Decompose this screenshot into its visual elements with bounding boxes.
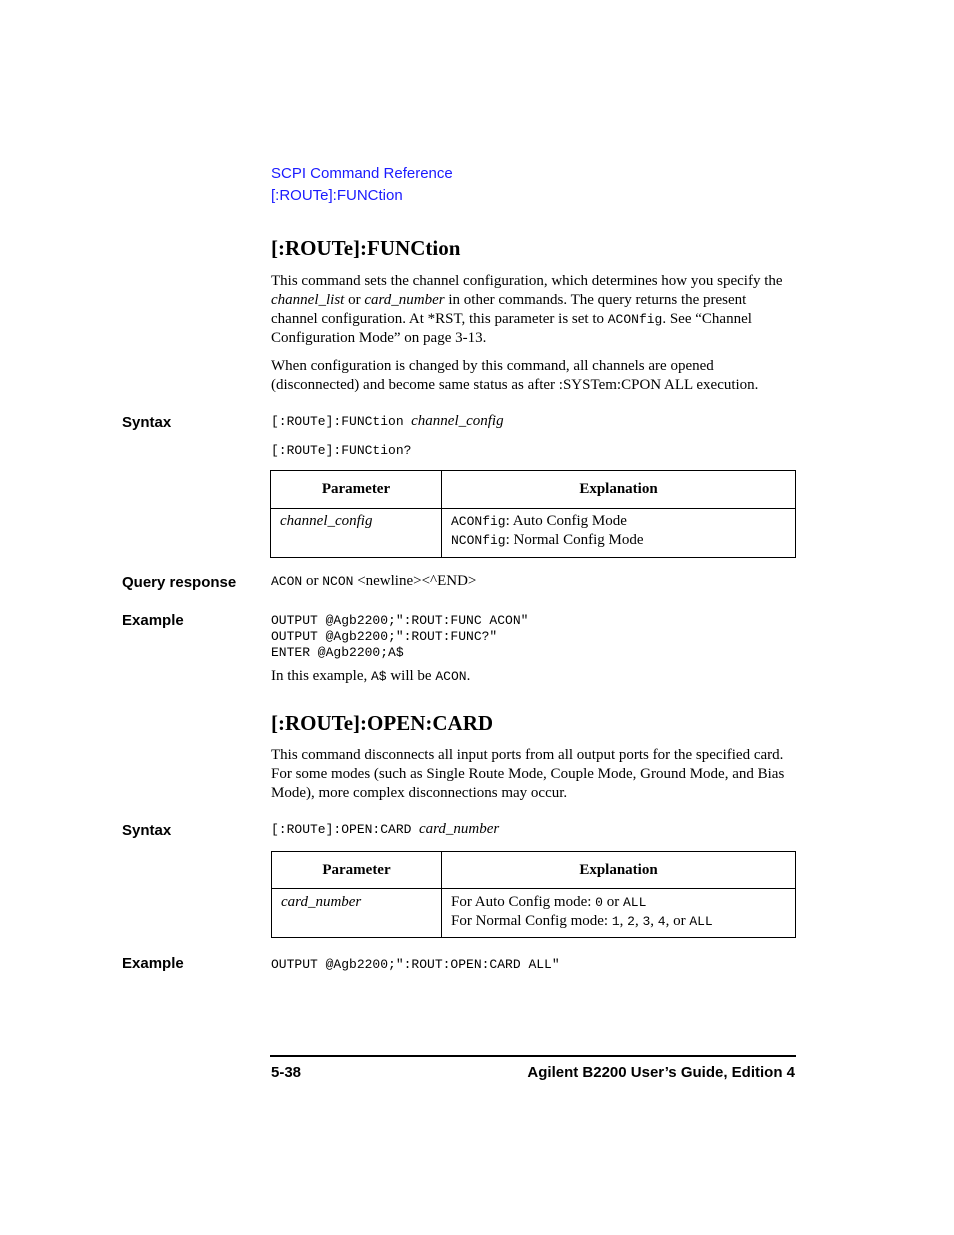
syntax-command: [:ROUTe]:OPEN:CARD bbox=[271, 822, 412, 837]
running-header-section: SCPI Command Reference bbox=[271, 165, 453, 182]
table-cell-explanation: For Auto Config mode: 0 or ALL For Normal Config mode: 1, 2, 3, 4, or ALL bbox=[442, 889, 796, 938]
example-code-line: OUTPUT @Agb2200;":ROUT:FUNC?" bbox=[271, 629, 498, 644]
inline-code-aconfig: ACONfig bbox=[607, 312, 663, 327]
footer-title: Agilent B2200 User’s Guide, Edition 4 bbox=[527, 1064, 795, 1081]
example-code-line: OUTPUT @Agb2200;":ROUT:FUNC ACON" bbox=[271, 613, 529, 628]
table-header-explanation: Explanation bbox=[442, 852, 796, 889]
syntax-query-line: [:ROUTe]:FUNCtion? bbox=[271, 443, 412, 458]
example-code bbox=[271, 613, 528, 661]
syntax-argument: channel_config bbox=[411, 413, 504, 429]
query-response-value: ACON or NCON <newline><^END> bbox=[271, 573, 477, 589]
page-number: 5-38 bbox=[271, 1064, 302, 1081]
section1-note: When configuration is changed by this command, all channels are opened (disconnected) and become same status as after :SYSTem:CPON ALL execution. bbox=[271, 358, 759, 393]
table-header-parameter: Parameter bbox=[272, 852, 442, 889]
example-code-line: OUTPUT @Agb2200;":ROUT:OPEN:CARD ALL" bbox=[271, 957, 560, 972]
table-header-explanation: Explanation bbox=[442, 471, 796, 509]
syntax-label: Syntax bbox=[122, 414, 172, 431]
section1-description: This command sets the channel configuration, which determines how you specify the channel_list or card_number in other commands. The query returns the present channel configuration. At *RST, this parameter is set to ACONfig. See “Channel Configuration Mode” on page 3-13. bbox=[271, 273, 783, 346]
section2-description: This command disconnects all input ports from all output ports for the specified card. For some modes (such as Single Route Mode, Couple Mode, Ground Mode, and Bias Mode), more complex disconnections may occur. bbox=[271, 747, 785, 801]
syntax-argument: card_number bbox=[418, 821, 500, 837]
parameter-table bbox=[271, 851, 796, 938]
inline-param-card-number: card_number bbox=[364, 292, 445, 308]
example-note: In this example, A$ will be ACON. bbox=[271, 668, 471, 684]
running-header-command: [:ROUTe]:FUNCtion bbox=[271, 187, 403, 204]
footer-rule bbox=[270, 1055, 796, 1057]
syntax-label: Syntax bbox=[122, 822, 172, 839]
syntax-line bbox=[271, 821, 499, 838]
query-response-label: Query response bbox=[122, 574, 237, 591]
table-cell-param: card_number bbox=[272, 889, 442, 938]
table-cell-explanation: ACONfig: Auto Config Mode NCONfig: Normal Config Mode bbox=[442, 509, 796, 558]
table-header-parameter: Parameter bbox=[271, 471, 442, 509]
example-label: Example bbox=[122, 955, 184, 972]
example-code-line: ENTER @Agb2200;A$ bbox=[271, 645, 404, 660]
section-title-route-function: [:ROUTe]:FUNCtion bbox=[271, 236, 461, 260]
example-label: Example bbox=[122, 612, 184, 629]
syntax-command: [:ROUTe]:FUNCtion bbox=[271, 414, 404, 429]
section-title-route-open-card: [:ROUTe]:OPEN:CARD bbox=[271, 711, 494, 735]
syntax-line bbox=[271, 413, 504, 430]
parameter-table bbox=[270, 470, 796, 558]
inline-param-channel-list: channel_list bbox=[271, 292, 345, 308]
table-cell-param: channel_config bbox=[271, 509, 442, 558]
